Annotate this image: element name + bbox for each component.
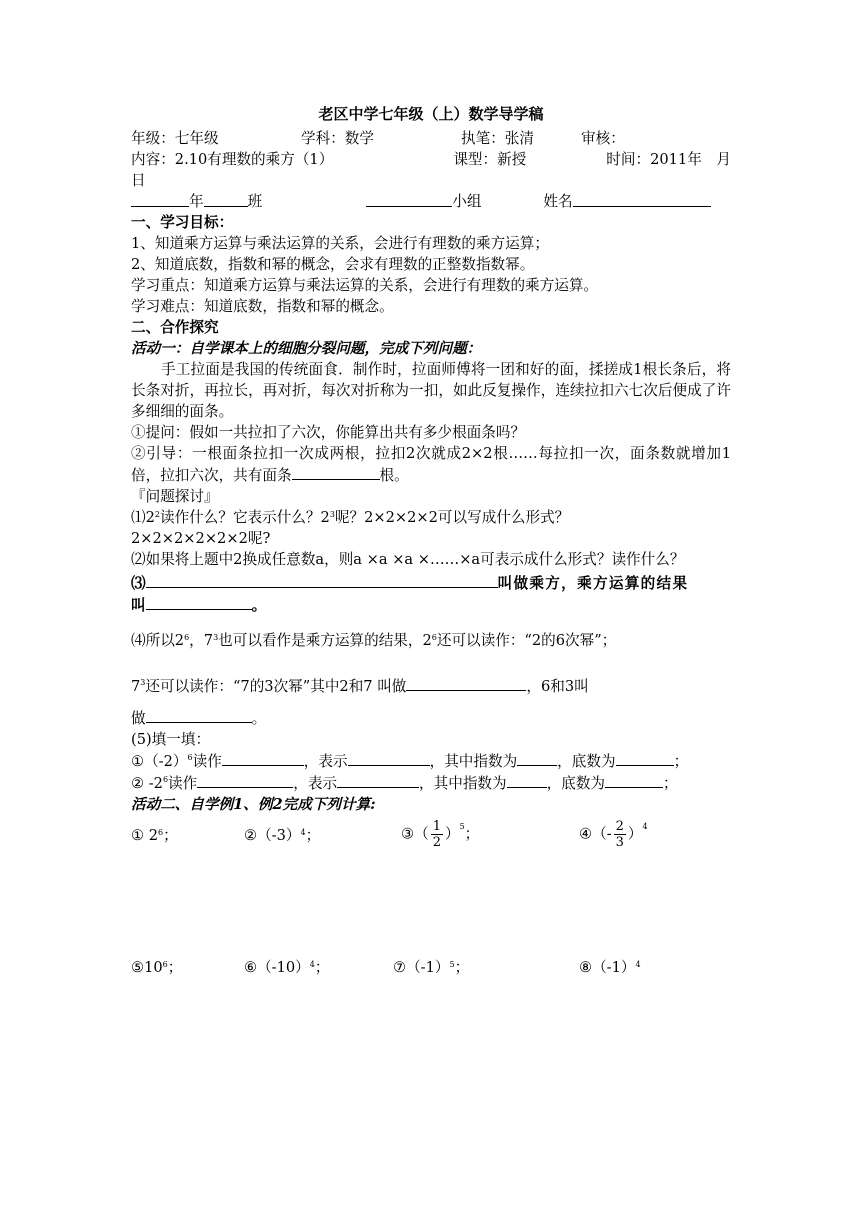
page-title: 老区中学七年级（上）数学导学稿 [318,105,544,123]
exponent: 3 [140,678,146,687]
exponent: 4 [635,960,641,969]
problem-1-text: ⑴2 [131,509,155,526]
problem-4-text: ，7 [189,632,214,649]
day: 日 [131,172,146,189]
calc-3 [401,819,479,850]
fill-text: ，底数为 [557,753,616,770]
lesson-type: 课型：新授 [453,151,527,168]
calc-text: ②（-3） [244,827,301,844]
year-blank[interactable] [131,191,189,207]
denominator: 2 [432,835,441,850]
fill-text: 读作 [192,753,222,770]
author: 执笔：张清 [461,130,534,147]
problem-3-text: 。 [251,597,267,614]
question-2-text: ②引导：一根面条拉扣一次成两根，拉扣2次就成2×2根……每拉扣一次，面条数就增加1倍，拉扣六次，共有面条 [131,445,731,484]
problem-1-text: 读作什么？它表示什么？2 [159,509,330,526]
problem-4-cont [131,675,731,697]
exponent-blank-2[interactable] [507,772,547,788]
problem-4-text: 。 [251,710,267,727]
exponent: 6 [158,828,164,837]
calc-text: ； [464,825,480,843]
power-definition-blank[interactable] [146,572,498,588]
activity-2-title: 活动二、自学例1、例2完成下列计算: [131,796,376,813]
calc-6 [244,957,329,978]
exponent: 6 [187,753,193,762]
student-info [131,191,731,212]
exponent: 6 [431,633,437,642]
read-as-blank-2[interactable] [197,772,293,788]
meta-row-2 [131,149,731,170]
calc-5 [131,957,182,978]
power-result-blank[interactable] [146,594,252,610]
exponent: 3 [329,510,335,519]
exponent: 5 [459,822,465,831]
name-blank[interactable] [573,191,711,207]
calc-row-1 [131,819,731,879]
subject: 学科：数学 [301,130,374,147]
problem-4-text: ，6和3叫 [526,678,589,695]
fraction [431,819,443,850]
problem-4-text: 还可以读作：“2的6次幂”； [436,632,617,649]
problem-5: (5)填一填： [131,731,211,748]
calc-7 [393,957,469,978]
calc-text: ④（- [579,825,612,843]
problem-4-text: 做 [131,710,146,727]
noodle-story: 手工拉面是我国的传统面食．制作时，拉面师傅将一团和好的面，揉搓成1根长条后，将长条对折，再拉长，再对折，每次对折称为一扣，如此反复操作，连续拉扣六七次后便成了许多细细的面条。 [131,361,731,420]
calc-text: ； [454,959,470,976]
calc-row-2 [131,957,731,1017]
calc-text: ⑥（-10） [244,959,310,976]
activity-1-title: 活动一：自学课本上的细胞分裂问题，完成下列问题： [131,340,482,357]
exponent: 4 [300,828,306,837]
problem-1-cont: 2×2×2×2×2×2呢? [131,530,271,547]
question-2 [131,443,731,486]
fill-text: ，表示 [293,775,338,792]
calc-text: ⑧（-1） [579,959,636,976]
base-blank-2[interactable] [605,772,663,788]
difficulty: 学习难点：知道底数，指数和幂的概念。 [131,298,394,315]
fill-text: ，其中指数为 [429,753,518,770]
group-label: 小组 [452,193,482,210]
problem-3-text: 叫 [131,597,146,614]
goal-1: 1、知道乘方运算与乘法运算的关系，会进行有理数的乘方运算； [131,235,549,252]
problem-4-text: 7 [131,678,141,695]
fill-text: ② -2 [131,775,163,792]
problem-1-text: 呢？2×2×2×2可以写成什么形式？ [334,509,570,526]
fraction [614,819,626,850]
numerator: 1 [432,819,441,834]
problem-3 [131,572,731,594]
time: 时间：2011年 月 [606,151,731,168]
calc-text: ； [167,959,183,976]
fill-text: ，其中指数为 [419,775,507,792]
calc-text: ⑦（-1） [393,959,450,976]
fill-text: ，底数为 [546,775,606,792]
discussion-heading: 『问题探讨』 [131,488,219,505]
noodle-count-blank[interactable] [292,464,380,480]
meta-row-1 [131,128,731,149]
calc-text: ） [627,825,643,843]
calc-text: ① 2 [131,827,159,844]
exponent: 5 [449,960,455,969]
exponent: 6 [184,633,190,642]
review: 审核： [581,130,625,147]
fill-text: 读作 [168,775,198,792]
problem-2: ⑵如果将上题中2换成任意数a，则a ×a ×a ×……×a可表示成什么形式？读作什么？ [131,551,685,568]
problem-3-text: 叫做乘方，乘方运算的结果 [497,575,689,592]
problem-3-cont [131,594,731,616]
base-blank-1[interactable] [616,750,674,766]
problem-4-end [131,707,731,729]
fill-1 [131,750,731,772]
question-1: ①提问：假如一共拉扣了六次，你能算出共有多少根面条吗？ [131,424,526,441]
goal-2: 2、知道底数，指数和幂的概念，会求有理数的正整数指数幂。 [131,256,535,273]
calc-text: ） [444,825,460,843]
exponent: 4 [309,960,315,969]
class-label: 班 [247,193,263,210]
calc-text: ； [305,827,321,844]
worksheet [131,104,731,1017]
exponent-blank-1[interactable] [517,750,557,766]
fill-text: ； [673,753,689,770]
fill-text: ，表示 [303,753,348,770]
fill-text: ； [663,775,678,792]
exponent: 4 [642,822,648,831]
calc-text: ； [314,959,330,976]
calc-8 [579,957,641,978]
exponent: 6 [162,960,168,969]
problem-1 [131,507,731,528]
key-point: 学习重点：知道乘方运算与乘法运算的关系，会进行有理数的乘方运算。 [131,277,599,294]
problem-4-text: 也可以看作是乘方运算的结果，2 [218,632,432,649]
numerator: 2 [615,819,624,834]
calc-2 [244,825,320,846]
fill-2 [131,772,731,794]
calc-1 [131,825,178,846]
year-label: 年 [189,193,204,210]
section-2-heading: 二、合作探究 [131,319,219,336]
name-label: 姓名 [543,193,573,210]
exponent: 3 [213,633,219,642]
exponent: 6 [162,775,169,784]
means-blank-1[interactable] [348,750,430,766]
group-blank[interactable] [366,191,452,207]
class-blank[interactable] [204,191,248,207]
problem-4-text: ⑷所以2 [131,632,185,649]
problem-4-text: 还可以读作：“7的3次幂”其中2和7 叫做 [145,678,407,695]
content: 内容：2.10有理数的乘方（1） [131,151,334,168]
problem-3-num: ⑶ [131,575,146,592]
calc-text: ③（ [401,825,429,843]
exponent-blank[interactable] [146,707,252,723]
exponent: 2 [154,510,160,519]
base-blank[interactable] [406,675,526,691]
calc-text: ⑤10 [131,959,163,976]
question-2-end: 根。 [379,467,409,484]
means-blank-2[interactable] [337,772,419,788]
section-1-heading: 一、学习目标： [131,214,234,231]
calc-4 [579,819,648,850]
calc-text: ； [163,827,178,844]
problem-4 [131,630,731,651]
fill-text: ①（-2） [131,753,188,770]
denominator: 3 [615,835,624,850]
read-as-blank-1[interactable] [222,750,304,766]
grade: 年级：七年级 [131,130,219,147]
